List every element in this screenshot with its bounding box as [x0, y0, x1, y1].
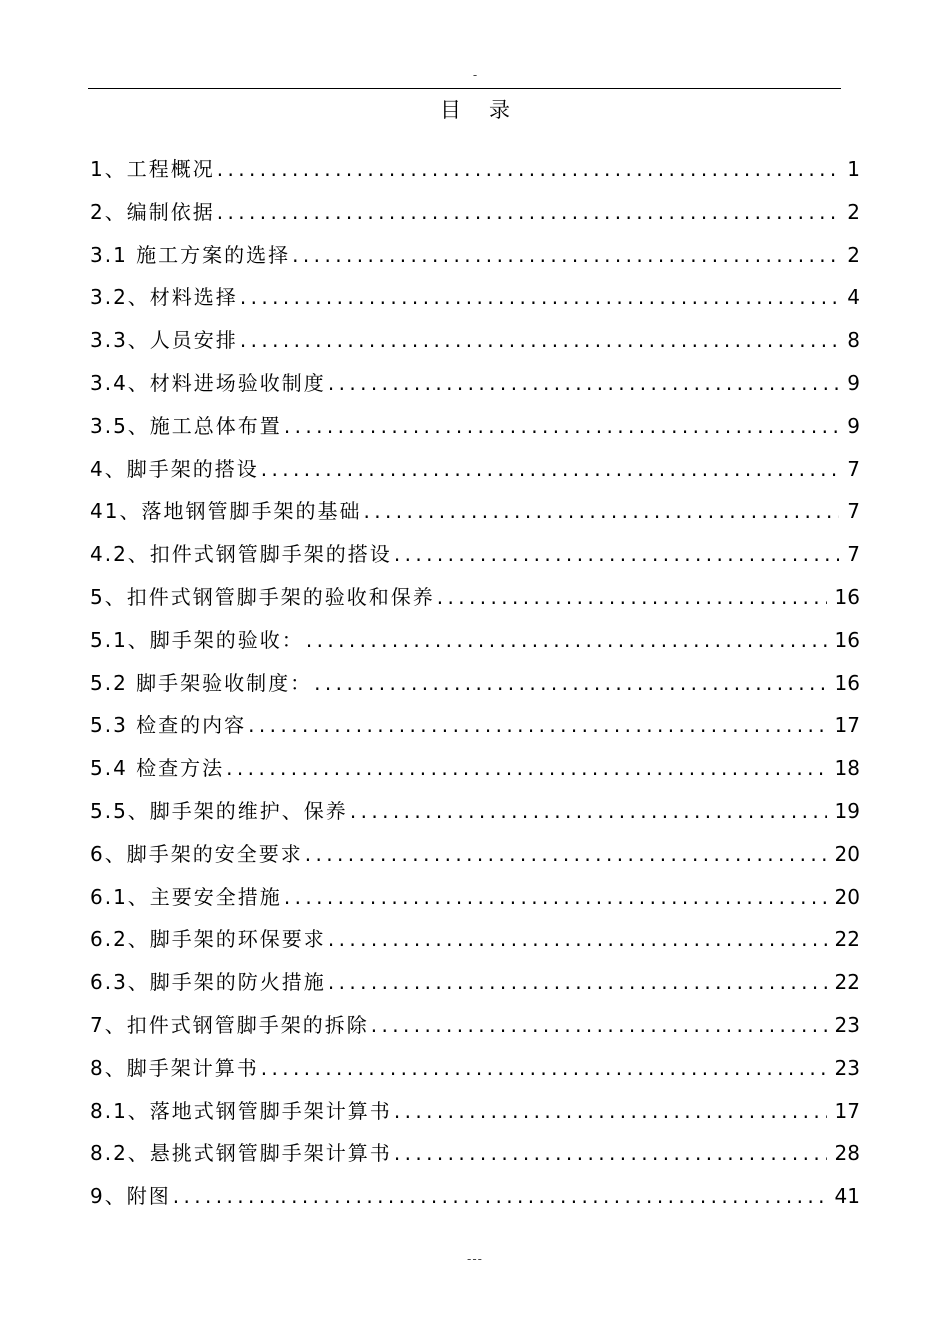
toc-entry-label: 6.2、脚手架的环保要求	[90, 927, 326, 952]
toc-dot-leader	[394, 1132, 827, 1175]
toc-dot-leader	[173, 1175, 827, 1218]
toc-entry-label: 6.1、主要安全措施	[90, 884, 282, 909]
toc-entry[interactable]	[90, 918, 860, 961]
toc-entry-label: 2、编制依据	[90, 199, 215, 224]
toc-entry[interactable]	[90, 790, 860, 833]
toc-dot-leader	[306, 619, 827, 662]
toc-dot-leader	[314, 662, 826, 705]
toc-entry-page: 20	[834, 884, 860, 909]
toc-dot-leader	[350, 790, 827, 833]
toc-entry-page: 41	[834, 1184, 860, 1209]
page-header-mark: -	[472, 68, 478, 82]
toc-entry-label: 3.4、材料进场验收制度	[90, 370, 326, 395]
toc-dot-leader	[328, 918, 827, 961]
toc-entry[interactable]	[90, 148, 860, 191]
toc-entry[interactable]	[90, 619, 860, 662]
toc-entry-page: 16	[834, 670, 860, 695]
toc-dot-leader	[248, 704, 826, 747]
toc-entry[interactable]	[90, 490, 860, 533]
toc-entry[interactable]	[90, 276, 860, 319]
toc-dot-leader	[305, 833, 827, 876]
toc-entry[interactable]	[90, 747, 860, 790]
toc-dot-leader	[261, 1047, 827, 1090]
toc-dot-leader	[394, 1090, 827, 1133]
toc-entry[interactable]	[90, 405, 860, 448]
toc-entry-page: 19	[834, 798, 860, 823]
toc-entry[interactable]	[90, 362, 860, 405]
toc-entry[interactable]	[90, 533, 860, 576]
toc-entry[interactable]	[90, 1004, 860, 1047]
toc-title: 目录	[440, 98, 538, 122]
toc-entry-label: 5.3 检查的内容	[90, 713, 247, 738]
toc-entry[interactable]	[90, 1132, 860, 1175]
toc-entry-page: 7	[847, 499, 860, 524]
toc-entry-label: 6.3、脚手架的防火措施	[90, 970, 326, 995]
toc-entry-label: 5.4 检查方法	[90, 756, 225, 781]
toc-entry-page: 20	[834, 841, 860, 866]
toc-entry-label: 6、脚手架的安全要求	[90, 841, 303, 866]
toc-entry-page: 9	[847, 413, 860, 438]
toc-entry-label: 1、工程概况	[90, 157, 215, 181]
toc-entry-page: 2	[847, 242, 860, 267]
toc-dot-leader	[217, 191, 840, 234]
toc-entry-label: 4.2、扣件式钢管脚手架的搭设	[90, 542, 392, 567]
toc-entry-page: 7	[847, 456, 860, 481]
toc-entry-page: 17	[834, 1098, 860, 1123]
toc-entry-label: 8.2、悬挑式钢管脚手架计算书	[90, 1141, 392, 1166]
toc-entry[interactable]	[90, 576, 860, 619]
toc-dot-leader	[363, 490, 839, 533]
toc-dot-leader	[292, 234, 839, 277]
toc-entry-page: 7	[847, 542, 860, 567]
toc-entry[interactable]	[90, 234, 860, 277]
toc-entry-label: 8.1、落地式钢管脚手架计算书	[90, 1098, 392, 1123]
toc-entry-label: 7、扣件式钢管脚手架的拆除	[90, 1012, 369, 1037]
toc-entry[interactable]	[90, 191, 860, 234]
toc-entry-label: 5.2 脚手架验收制度：	[90, 670, 313, 695]
toc-entry[interactable]	[90, 1090, 860, 1133]
page-footer-mark: ---	[467, 1252, 483, 1266]
toc-entry-page: 22	[834, 970, 860, 995]
toc-entry-label: 5、扣件式钢管脚手架的验收和保养	[90, 584, 435, 609]
toc-entry-label: 3.2、材料选择	[90, 285, 238, 310]
toc-entry-label: 4、脚手架的搭设	[90, 456, 259, 481]
toc-entry-page: 4	[847, 285, 860, 310]
toc-entry[interactable]	[90, 704, 860, 747]
toc-dot-leader	[328, 961, 827, 1004]
toc-entry-page: 8	[847, 328, 860, 353]
table-of-contents	[90, 148, 860, 1218]
toc-entry[interactable]	[90, 876, 860, 919]
toc-dot-leader	[261, 448, 840, 491]
toc-entry-page: 18	[834, 756, 860, 781]
toc-dot-leader	[284, 876, 827, 919]
toc-entry-label: 3.1 施工方案的选择	[90, 242, 291, 267]
toc-entry[interactable]	[90, 448, 860, 491]
toc-entry-page: 2	[847, 199, 860, 224]
toc-entry-label: 5.1、脚手架的验收：	[90, 627, 304, 652]
toc-entry-label: 3.3、人员安排	[90, 328, 238, 353]
toc-entry[interactable]	[90, 319, 860, 362]
toc-dot-leader	[226, 747, 826, 790]
toc-entry[interactable]	[90, 662, 860, 705]
toc-dot-leader	[240, 319, 839, 362]
toc-entry-page: 28	[834, 1141, 860, 1166]
toc-entry-page: 23	[834, 1012, 860, 1037]
toc-entry[interactable]	[90, 833, 860, 876]
toc-entry-page: 16	[834, 584, 860, 609]
toc-entry[interactable]	[90, 961, 860, 1004]
toc-entry-page: 22	[834, 927, 860, 952]
toc-entry-page: 16	[834, 627, 860, 652]
toc-entry-label: 5.5、脚手架的维护、保养	[90, 798, 348, 823]
toc-dot-leader	[284, 405, 839, 448]
toc-dot-leader	[217, 148, 840, 191]
toc-entry-label: 8、脚手架计算书	[90, 1055, 259, 1080]
toc-entry-label: 41、落地钢管脚手架的基础	[90, 499, 362, 524]
toc-entry-page: 9	[847, 370, 860, 395]
toc-dot-leader	[437, 576, 827, 619]
toc-entry[interactable]	[90, 1175, 860, 1218]
toc-entry-page: 1	[847, 157, 860, 181]
toc-entry[interactable]	[90, 1047, 860, 1090]
toc-dot-leader	[328, 362, 839, 405]
toc-dot-leader	[371, 1004, 827, 1047]
toc-entry-page: 23	[834, 1055, 860, 1080]
toc-dot-leader	[394, 533, 839, 576]
header-divider	[88, 88, 841, 89]
toc-dot-leader	[240, 276, 839, 319]
toc-entry-label: 9、附图	[90, 1184, 171, 1209]
toc-entry-page: 17	[834, 713, 860, 738]
toc-entry-label: 3.5、施工总体布置	[90, 413, 282, 438]
